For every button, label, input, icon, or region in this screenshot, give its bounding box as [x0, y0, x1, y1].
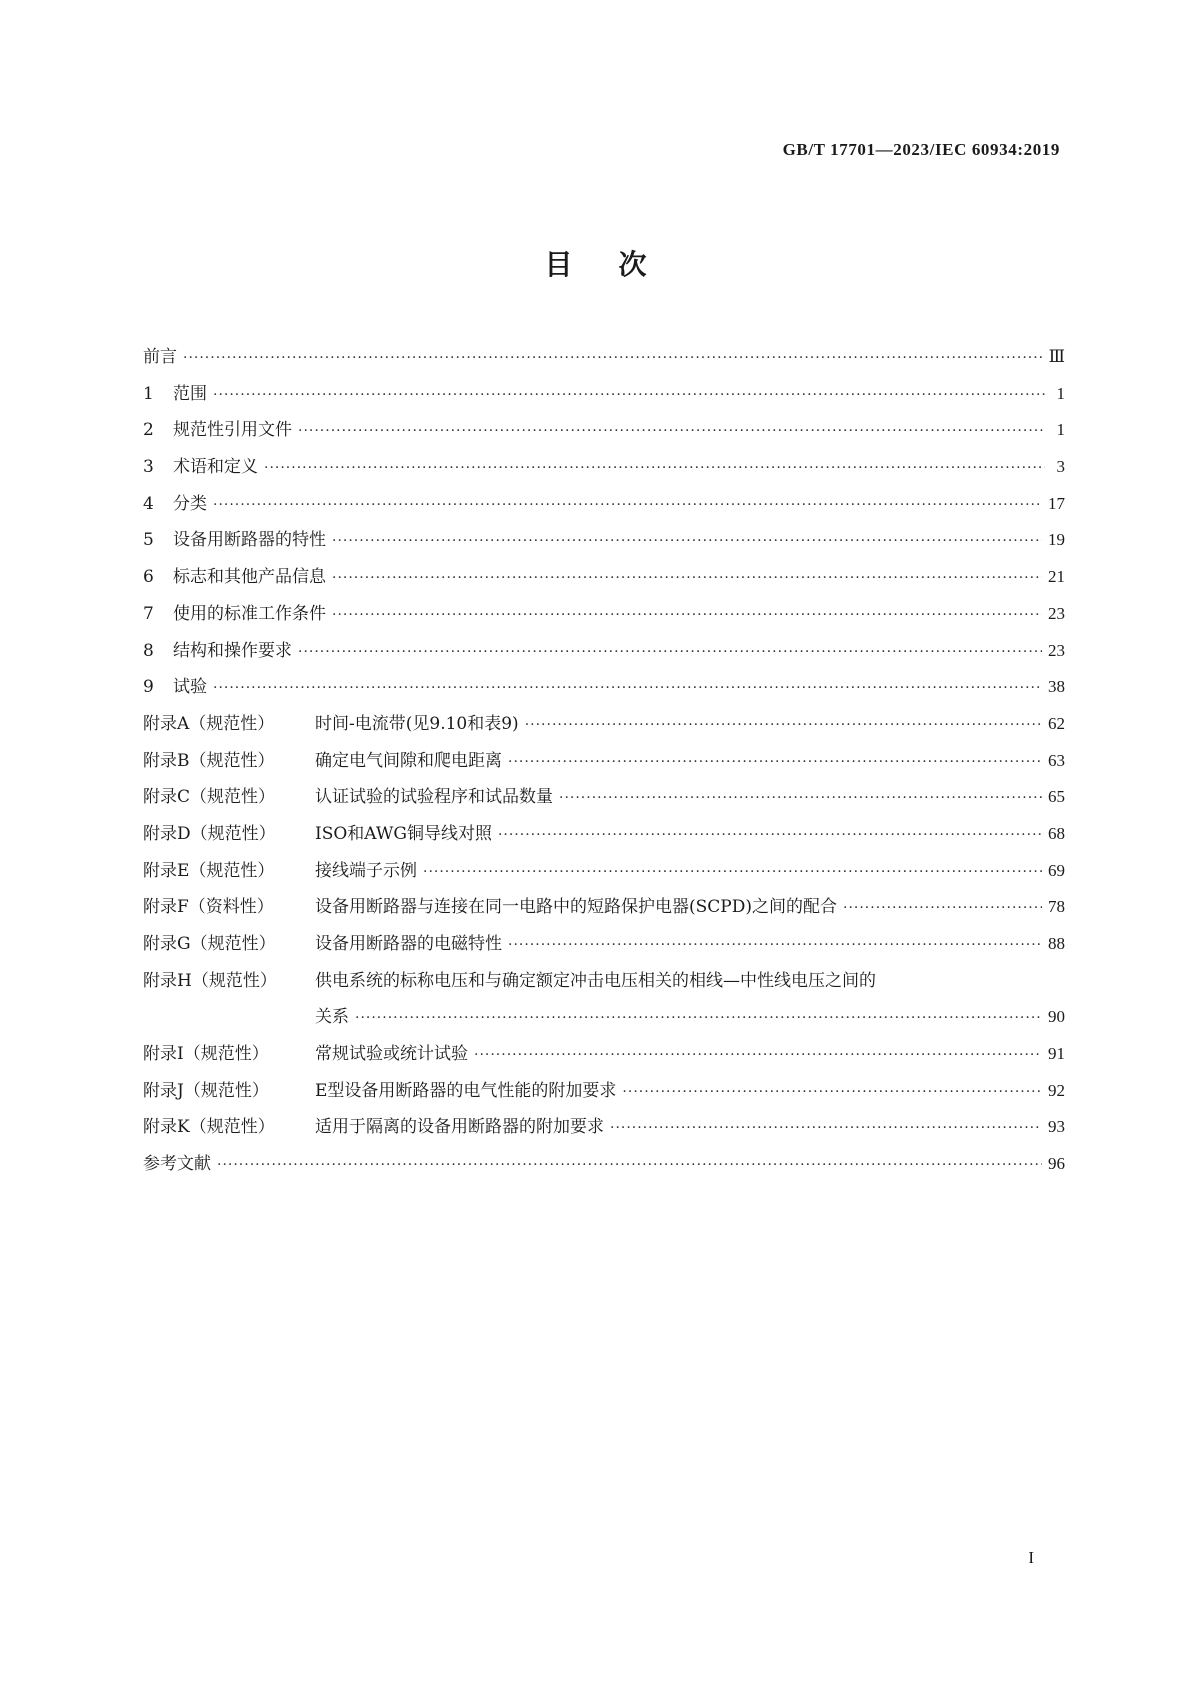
toc-entry-number: 9	[143, 677, 154, 698]
dot-leader	[423, 854, 1042, 891]
toc-entry-page: Ⅲ	[1048, 347, 1065, 366]
toc-entry-number: 1	[143, 383, 154, 404]
toc-entry[interactable]	[143, 926, 1065, 963]
toc-entry-continuation[interactable]	[143, 999, 1065, 1036]
toc-entry[interactable]	[143, 779, 1065, 816]
toc-entry-annex: 附录H（规范性）	[143, 970, 277, 991]
toc-entry-title: 常规试验或统计试验	[315, 1044, 468, 1065]
toc-entry-page: 1	[1056, 420, 1065, 440]
toc-entry-title: 结构和操作要求	[173, 640, 292, 661]
dot-leader	[217, 1147, 1042, 1184]
toc-entry-page: 88	[1048, 934, 1065, 953]
toc-entry-title: ISO和AWG铜导线对照	[315, 823, 492, 844]
dot-leader	[559, 780, 1042, 817]
toc-entry-page: 21	[1048, 567, 1065, 587]
toc-entry-annex: 附录G（规范性）	[143, 934, 276, 954]
dot-leader	[264, 450, 1045, 487]
toc-entry-number: 8	[143, 640, 154, 661]
toc-entry-number: 4	[143, 493, 154, 514]
toc-entry[interactable]	[143, 963, 1065, 1000]
toc-entry-page: 19	[1048, 530, 1065, 550]
toc-entry[interactable]	[143, 889, 1065, 926]
toc-entry[interactable]	[143, 706, 1065, 743]
dot-leader	[183, 340, 1043, 377]
dot-leader	[332, 523, 1042, 560]
toc-entry-annex: 附录F（资料性）	[143, 897, 274, 918]
toc-entry-page: 93	[1048, 1117, 1065, 1137]
toc-entry-page: 3	[1056, 457, 1065, 477]
toc-entry[interactable]	[143, 449, 1065, 486]
toc-entry-number: 3	[143, 457, 154, 478]
dot-leader	[843, 890, 1042, 927]
dot-leader	[474, 1037, 1042, 1074]
toc-entry-title: 供电系统的标称电压和与确定额定冲击电压相关的相线—中性线电压之间的	[315, 970, 876, 991]
toc-entry-annex: 附录A（规范性）	[143, 713, 275, 734]
standard-code: GB/T 17701—2023/IEC 60934:2019	[782, 140, 1060, 159]
toc-entry[interactable]	[143, 339, 1065, 376]
toc-entry[interactable]	[143, 522, 1065, 559]
toc-entry-page: 68	[1048, 823, 1065, 843]
toc-entry-annex: 附录B（规范性）	[143, 750, 275, 771]
toc-entry[interactable]	[143, 1073, 1065, 1110]
toc-entry-title: 设备用断路器的特性	[173, 530, 326, 551]
toc-entry-page: 69	[1048, 860, 1065, 880]
dot-leader	[508, 927, 1042, 964]
toc-entry[interactable]	[143, 1036, 1065, 1073]
toc-entry-title: 设备用断路器的电磁特性	[315, 934, 502, 954]
toc-entry-annex: 附录J（规范性）	[143, 1080, 269, 1101]
dot-leader	[525, 707, 1042, 744]
toc-entry-title: 使用的标准工作条件	[173, 603, 326, 624]
toc-entry-number: 7	[143, 603, 154, 624]
toc-entry-title: 标志和其他产品信息	[173, 567, 326, 588]
toc-entry-page: 96	[1048, 1154, 1065, 1174]
page-number: I	[1028, 1548, 1034, 1567]
toc-entry-number: 2	[143, 420, 154, 441]
toc-entry-annex: 附录E（规范性）	[143, 860, 275, 881]
toc-entry-title: 时间-电流带(见9.10和表9)	[315, 713, 519, 734]
toc-entry[interactable]	[143, 559, 1065, 596]
dot-leader	[213, 377, 1045, 414]
toc-entry[interactable]	[143, 412, 1065, 449]
toc-entry-title: 参考文献	[143, 1154, 211, 1175]
toc-entry-page: 17	[1048, 493, 1065, 513]
toc-entry-page: 23	[1048, 640, 1065, 660]
dot-leader	[498, 817, 1042, 854]
toc-entry-number: 5	[143, 530, 154, 551]
toc-entry[interactable]	[143, 853, 1065, 890]
toc-entry-annex: 附录I（规范性）	[143, 1044, 269, 1065]
toc-entry-page: 62	[1048, 713, 1065, 733]
toc-entry-title: 术语和定义	[173, 457, 258, 478]
toc-entry-number: 6	[143, 567, 154, 588]
toc-entry-title: 接线端子示例	[315, 860, 417, 881]
toc-entry-annex: 附录D（规范性）	[143, 823, 276, 844]
toc-entry[interactable]	[143, 633, 1065, 670]
toc-entry-title: 设备用断路器与连接在同一电路中的短路保护电器(SCPD)之间的配合	[315, 897, 837, 918]
toc-entry-page: 1	[1056, 383, 1065, 403]
toc-entry-page: 65	[1048, 787, 1065, 807]
dot-leader	[213, 670, 1042, 707]
toc-entry-page: 38	[1048, 677, 1065, 697]
toc-entry[interactable]	[143, 486, 1065, 523]
dot-leader	[213, 487, 1042, 524]
dot-leader	[298, 634, 1042, 671]
toc-entry-title: 适用于隔离的设备用断路器的附加要求	[315, 1117, 604, 1138]
toc-entry-page: 92	[1048, 1080, 1065, 1100]
toc-entry[interactable]	[143, 816, 1065, 853]
toc-entry-title: 确定电气间隙和爬电距离	[315, 750, 502, 771]
page-title: 目次	[544, 248, 693, 281]
dot-leader	[355, 1000, 1042, 1037]
toc-entry-page: 91	[1048, 1044, 1065, 1064]
toc-entry-title: 试验	[173, 677, 207, 698]
toc-entry[interactable]	[143, 743, 1065, 780]
toc-entry-page: 63	[1048, 750, 1065, 770]
toc-entry-page: 23	[1048, 603, 1065, 623]
toc-entry[interactable]	[143, 596, 1065, 633]
toc-entry-annex: 附录K（规范性）	[143, 1117, 275, 1138]
toc-entry-page: 90	[1048, 1007, 1065, 1027]
dot-leader	[332, 597, 1042, 634]
toc-entry-title: E型设备用断路器的电气性能的附加要求	[315, 1080, 617, 1101]
dot-leader	[610, 1110, 1042, 1147]
toc-entry-title: 前言	[143, 347, 177, 367]
dot-leader	[332, 560, 1042, 597]
toc-entry[interactable]	[143, 1109, 1065, 1146]
dot-leader	[622, 1074, 1042, 1111]
toc-entry[interactable]	[143, 376, 1065, 413]
toc-entry-title: 认证试验的试验程序和试品数量	[315, 787, 553, 808]
toc-entry-title: 分类	[173, 493, 207, 514]
toc-entry[interactable]	[143, 1146, 1065, 1183]
toc-entry-title-continued: 关系	[315, 1007, 349, 1028]
dot-leader	[298, 413, 1045, 450]
toc-entry-page: 78	[1048, 897, 1065, 917]
toc-entry-title: 规范性引用文件	[173, 420, 292, 441]
table-of-contents	[143, 339, 1065, 1183]
toc-entry-title: 范围	[173, 383, 207, 404]
toc-entry-annex: 附录C（规范性）	[143, 787, 276, 808]
toc-entry[interactable]	[143, 669, 1065, 706]
dot-leader	[508, 744, 1042, 781]
